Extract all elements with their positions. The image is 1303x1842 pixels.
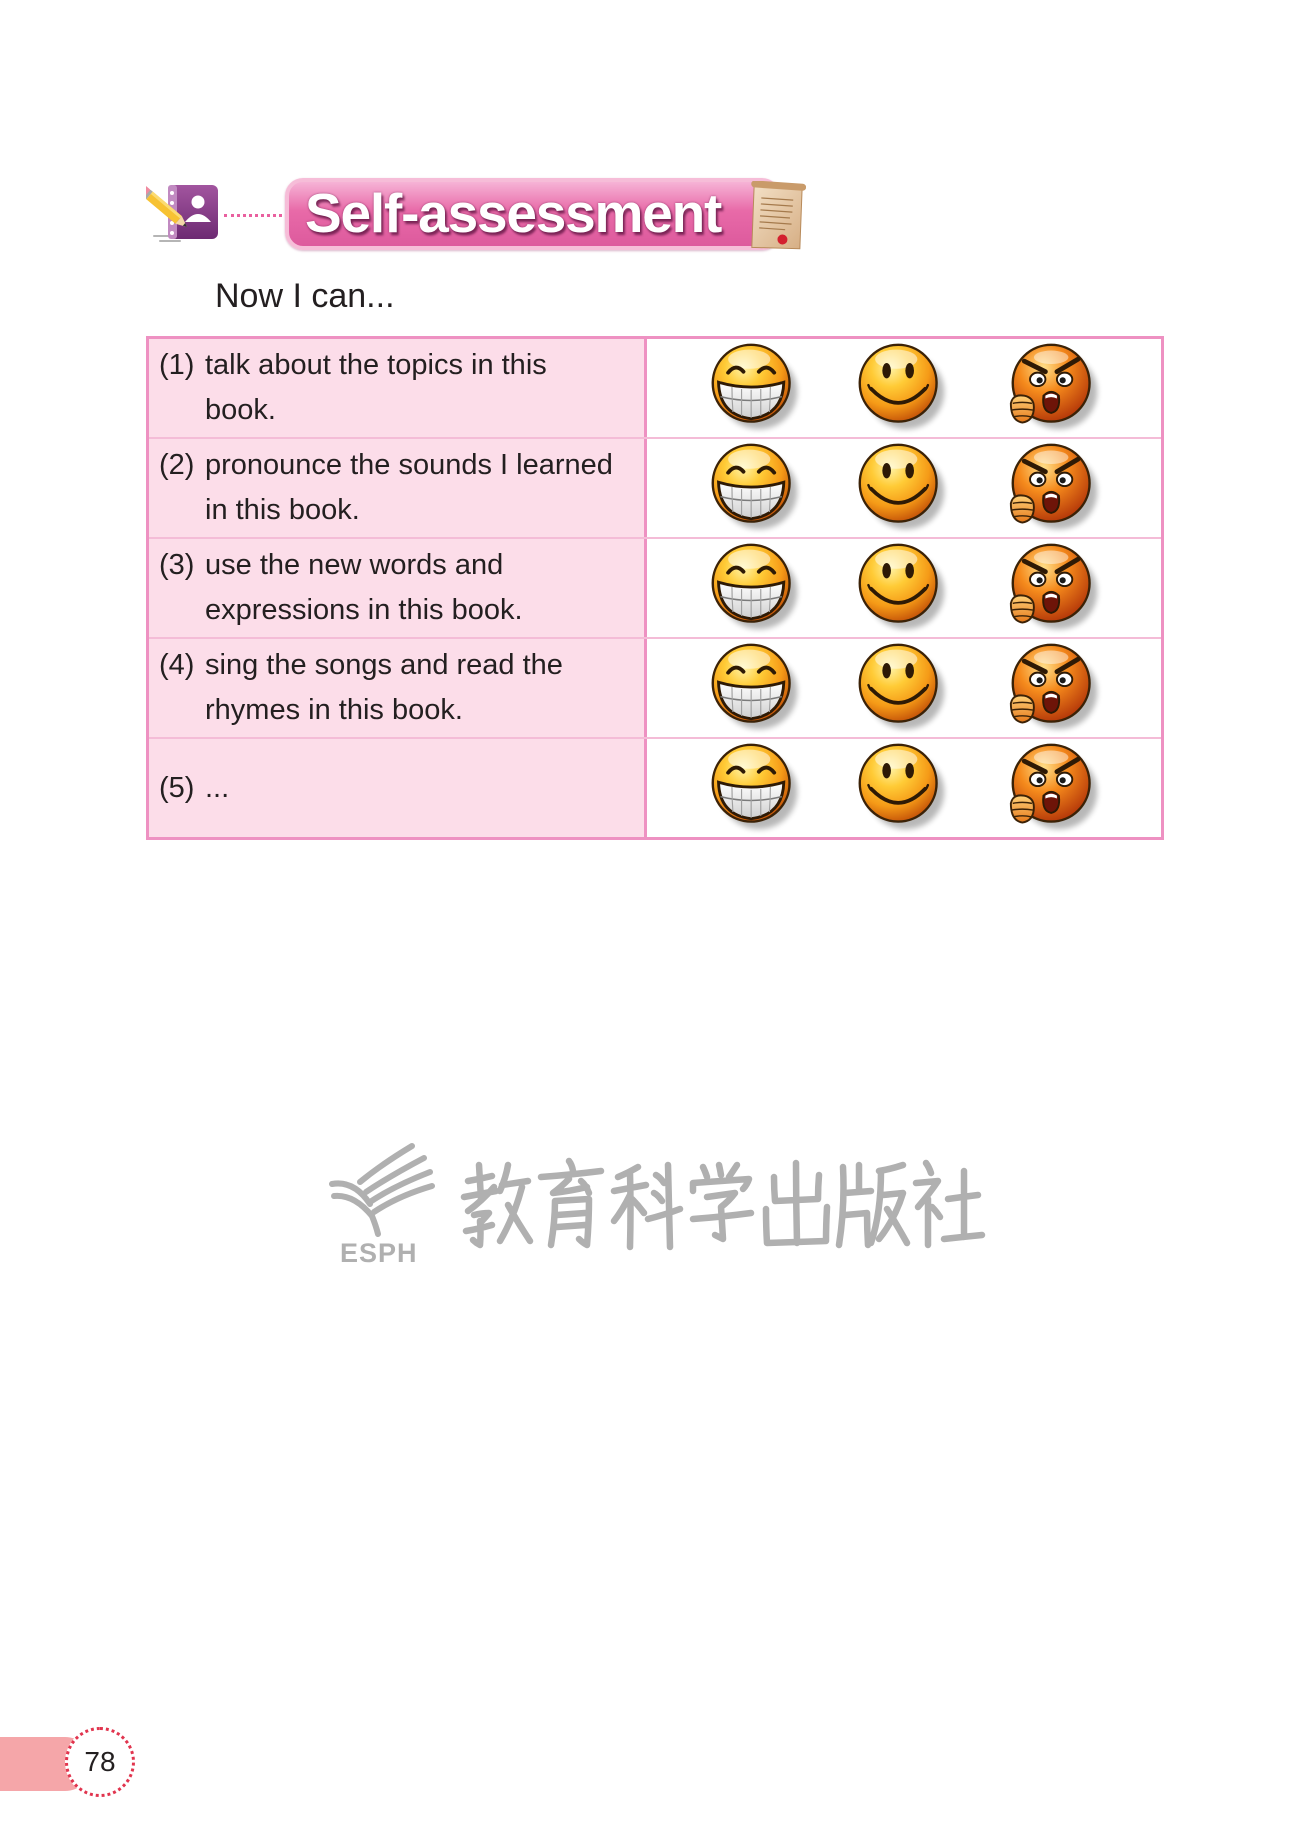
rating-cell <box>647 539 1161 637</box>
statement-text <box>205 543 523 633</box>
statement-line: rhymes in this book. <box>205 694 463 726</box>
grinning-face-icon <box>707 340 803 436</box>
statement-text <box>205 643 563 733</box>
assessment-row <box>149 539 1161 639</box>
section-title-banner <box>285 178 780 250</box>
section-title: Self-assessment <box>305 182 722 244</box>
statement-text <box>205 343 547 433</box>
grinning-face-icon <box>707 540 803 636</box>
statement-cell <box>149 739 647 837</box>
scroll-icon <box>746 181 806 253</box>
statement-line: talk about the topics in this <box>205 349 547 381</box>
item-number: (3) <box>159 549 195 581</box>
statement-line: expressions in this book. <box>205 594 523 626</box>
statement-cell <box>149 439 647 537</box>
statement-text <box>205 766 229 811</box>
self-assessment-table <box>146 336 1164 840</box>
publisher-name-calligraphy <box>464 1161 982 1247</box>
rating-cell <box>647 439 1161 537</box>
notebook-pencil-icon <box>146 181 238 245</box>
angry-face-icon <box>1007 740 1103 836</box>
intro-text: Now I can... <box>215 277 395 315</box>
angry-face-icon <box>1007 640 1103 736</box>
rating-cell <box>647 739 1161 837</box>
angry-face-icon <box>1007 340 1103 436</box>
rating-cell <box>647 339 1161 437</box>
grinning-face-icon <box>707 740 803 836</box>
item-number: (4) <box>159 649 195 681</box>
smiling-face-icon <box>854 440 950 536</box>
statement-line: ... <box>205 771 230 804</box>
statement-line: in this book. <box>205 494 360 526</box>
smiling-face-icon <box>854 540 950 636</box>
page-number-badge <box>65 1727 135 1797</box>
item-number: (5) <box>159 771 195 804</box>
dotted-connector <box>224 214 282 217</box>
statement-cell <box>149 339 647 437</box>
angry-face-icon <box>1007 540 1103 636</box>
smiling-face-icon <box>854 640 950 736</box>
item-number: (1) <box>159 349 195 381</box>
smiling-face-icon <box>854 340 950 436</box>
rating-cell <box>647 639 1161 737</box>
esph-logo-text: ESPH <box>340 1238 418 1268</box>
assessment-row <box>149 339 1161 439</box>
esph-logo <box>332 1146 432 1268</box>
grinning-face-icon <box>707 440 803 536</box>
publisher-watermark <box>320 1130 1000 1275</box>
statement-line: sing the songs and read the <box>205 649 563 681</box>
angry-face-icon <box>1007 440 1103 536</box>
statement-cell <box>149 639 647 737</box>
statement-line: pronounce the sounds I learned <box>205 449 613 481</box>
assessment-row <box>149 439 1161 539</box>
grinning-face-icon <box>707 640 803 736</box>
assessment-row <box>149 739 1161 837</box>
statement-text <box>205 443 613 533</box>
page-number: 78 <box>84 1746 116 1777</box>
smiling-face-icon <box>854 740 950 836</box>
item-number: (2) <box>159 449 195 481</box>
assessment-row <box>149 639 1161 739</box>
statement-line: book. <box>205 394 276 426</box>
statement-cell <box>149 539 647 637</box>
statement-line: use the new words and <box>205 549 504 581</box>
